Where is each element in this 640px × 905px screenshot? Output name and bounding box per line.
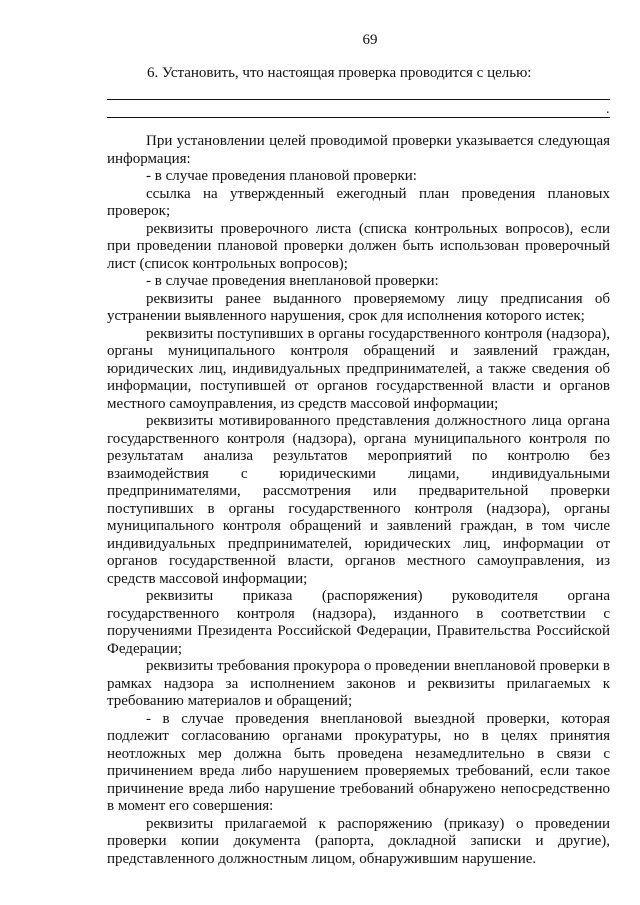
document-body bbox=[107, 133, 610, 868]
paragraph-checklist-details: реквизиты проверочного листа (списка контрольных вопросов), если при проведении плановой проверки должен быть использован проверочный лист (список контрольных вопросов); bbox=[107, 220, 610, 272]
paragraph-head-order: реквизиты приказа (распоряжения) руководителя органа государственного контроля (надзора), изданного в соответствии с поручениями Президента Российской Федерации, Правительства Российской Федерации; bbox=[107, 588, 610, 657]
paragraph-unplanned-case: - в случае проведения внеплановой проверки: bbox=[146, 273, 439, 289]
paragraph-prior-order: реквизиты ранее выданного проверяемому лицу предписания об устранении выявленного нарушения, срок для исполнения которого истек; bbox=[107, 290, 610, 324]
blank-line-1 bbox=[107, 99, 610, 100]
blank-line-period: . bbox=[606, 102, 610, 117]
section-heading: 6. Установить, что настоящая проверка проводится с целью: bbox=[147, 65, 532, 81]
paragraph-annual-plan-ref: ссылка на утвержденный ежегодный план проведения плановых проверок; bbox=[107, 185, 610, 219]
paragraph-attached-document: реквизиты прилагаемой к распоряжению (приказу) о проведении проверки копии документа (рапорта, докладной записки и другие), представленного должностным лицом, обнаружившим нарушение. bbox=[107, 815, 610, 867]
paragraph-unplanned-field-check: - в случае проведения внеплановой выездной проверки, которая подлежит согласованию органами прокуратуры, но в целях принятия неотложных мер должна быть проведена незамедлительно в связи с причинением вреда либо нарушением проверяемых требований, если такое причинение вреда либо нарушение требований обнаружено непосредственно в момент его совершения: bbox=[107, 710, 610, 814]
page-number: 69 bbox=[362, 32, 378, 48]
paragraph-planned-case: - в случае проведения плановой проверки: bbox=[146, 168, 417, 184]
paragraph-motivated-submission: реквизиты мотивированного представления должностного лица органа государственного контроля (надзора), органа муниципального контроля по результатам анализа результатов мероприятий по контролю без взаимодействия с юридическими лицами, индивидуальными предпринимателями, рассмотрения или предварительной проверки поступивших в органы государственного контроля (надзора), органы муниципального контроля обращений и заявлений граждан, в том числе индивидуальных предпринимателей, юридических лиц, информации от органов государственной власти, органов местного самоуправления, из средств массовой информации; bbox=[107, 413, 610, 587]
paragraph-prosecutor-demand: реквизиты требования прокурора о проведении внеплановой проверки в рамках надзора за исполнением законов и реквизиты прилагаемых к требованию материалов и обращений; bbox=[107, 658, 610, 709]
paragraph-intro: При установлении целей проводимой проверки указывается следующая информация: bbox=[107, 133, 610, 167]
blank-line-2 bbox=[107, 117, 610, 118]
paragraph-appeals: реквизиты поступивших в органы государственного контроля (надзора), органы муниципального контроля обращений и заявлений граждан, юридических лиц, индивидуальных предпринимателей, а также сведения об информации, поступившей от органов государственной власти и органов местного самоуправления, из средств массовой информации; bbox=[107, 325, 610, 412]
